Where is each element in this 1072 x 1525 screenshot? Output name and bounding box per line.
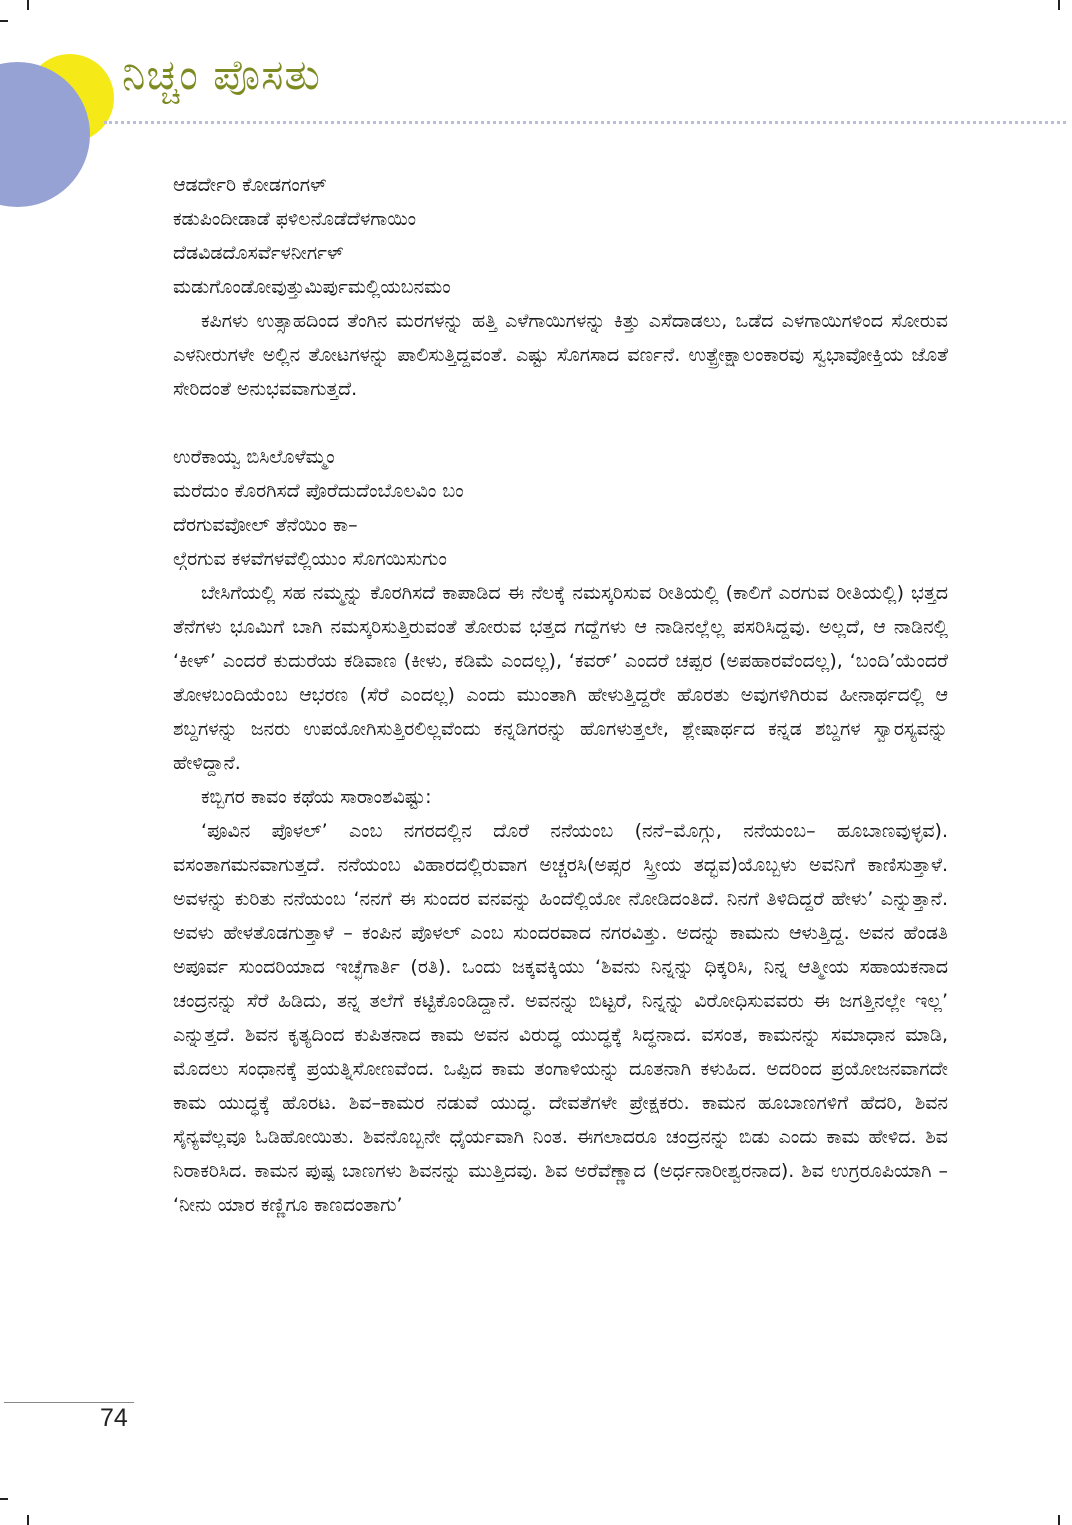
body-content (173, 168, 948, 1222)
poem-stanza-2 (173, 440, 948, 576)
page-number: 74 (100, 1404, 128, 1432)
stanza-gap (173, 406, 948, 440)
crop-mark (27, 0, 29, 10)
crop-mark (27, 1515, 29, 1525)
paragraph: ಬೇಸಿಗೆಯಲ್ಲಿ ಸಹ ನಮ್ಮನ್ನು ಕೊರಗಿಸದೆ ಕಾಪಾಡಿದ ಈ ನೆಲಕ್ಕೆ ನಮಸ್ಕರಿಸುವ ರೀತಿಯಲ್ಲಿ (ಕಾಲಿಗೆ ಎರಗುವ ರೀತಿಯಲ್ಲಿ) ಭತ್ತದ ತೆನೆಗಳು ಭೂಮಿಗೆ ಬಾಗಿ ನಮಸ್ಕರಿಸುತ್ತಿರುವಂತೆ ತೋರುವ ಭತ್ತದ ಗದ್ದೆಗಳು ಆ ನಾಡಿನಲ್ಲೆಲ್ಲ ಪಸರಿಸಿದ್ದವು. ಅಲ್ಲದೆ, ಆ ನಾಡಿನಲ್ಲಿ ‘ಕೀಳ್’ ಎಂದರೆ ಕುದುರೆಯ ಕಡಿವಾಣ (ಕೀಳು, ಕಡಿಮೆ ಎಂದಲ್ಲ), ‘ಕವರ್’ ಎಂದರೆ ಚಪ್ಪರ (ಅಪಹಾರವೆಂದಲ್ಲ), ‘ಬಂದಿ’ಯೆಂದರೆ ತೋಳಬಂದಿಯೆಂಬ ಆಭರಣ (ಸೆರೆ ಎಂದಲ್ಲ) ಎಂದು ಮುಂತಾಗಿ ಹೇಳುತ್ತಿದ್ದರೇ ಹೊರತು ಅವುಗಳಿಗಿರುವ ಹೀನಾರ್ಥದಲ್ಲಿ ಆ ಶಬ್ದಗಳನ್ನು ಜನರು ಉಪಯೋಗಿಸುತ್ತಿರಲಿಲ್ಲವೆಂದು ಕನ್ನಡಿಗರನ್ನು ಹೊಗಳುತ್ತಲೇ, ಶ್ಲೇಷಾರ್ಥದ ಕನ್ನಡ ಶಬ್ದಗಳ ಸ್ವಾರಸ್ಯವನ್ನು ಹೇಳಿದ್ದಾನೆ. (173, 582, 948, 774)
poem-line: ಕಡುಪಿಂದೀಡಾಡೆ ಫಳಿಲನೊಡೆದೆಳಗಾಯಿಂ (173, 208, 417, 230)
paragraph: ‘ಪೂವಿನ ಪೊಳಲ್’ ಎಂಬ ನಗರದಲ್ಲಿನ ದೊರೆ ನನೆಯಂಬ (ನನೆ–ಮೊಗ್ಗು, ನನೆಯಂಬ– ಹೂಬಾಣವುಳ್ಳವ). ವಸಂತಾಗಮನವಾಗುತ್ತದೆ. ನನೆಯಂಬ ವಿಹಾರದಲ್ಲಿರುವಾಗ ಅಚ್ಚರಸಿ(ಅಪ್ಸರ ಸ್ತ್ರೀಯ ತದ್ಭವ)ಯೊಬ್ಬಳು ಅವನಿಗೆ ಕಾಣಿಸುತ್ತಾಳೆ. ಅವಳನ್ನು ಕುರಿತು ನನೆಯಂಬ ‘ನನಗೆ ಈ ಸುಂದರ ವನವನ್ನು ಹಿಂದೆಲ್ಲಿಯೋ ನೋಡಿದಂತಿದೆ. ನಿನಗೆ ತಿಳಿದಿದ್ದರೆ ಹೇಳು’ ಎನ್ನುತ್ತಾನೆ. ಅವಳು ಹೇಳತೊಡಗುತ್ತಾಳೆ – ಕಂಪಿನ ಪೊಳಲ್ ಎಂಬ ಸುಂದರವಾದ ನಗರವಿತ್ತು. ಅದನ್ನು ಕಾಮನು ಆಳುತ್ತಿದ್ದ. ಅವನ ಹೆಂಡತಿ ಅಪೂರ್ವ ಸುಂದರಿಯಾದ ಇಚ್ಛೆಗಾರ್ತಿ (ರತಿ). ಒಂದು ಜಕ್ಕವಕ್ಕಿಯು ‘ಶಿವನು ನಿನ್ನನ್ನು ಧಿಕ್ಕರಿಸಿ, ನಿನ್ನ ಆತ್ಮೀಯ ಸಹಾಯಕನಾದ ಚಂದ್ರನನ್ನು ಸೆರೆ ಹಿಡಿದು, ತನ್ನ ತಲೆಗೆ ಕಟ್ಟಿಕೊಂಡಿದ್ದಾನೆ. ಅವನನ್ನು ಬಿಟ್ಟರೆ, ನಿನ್ನನ್ನು ವಿರೋಧಿಸುವವರು ಈ ಜಗತ್ತಿನಲ್ಲೇ ಇಲ್ಲ’ ಎನ್ನುತ್ತದೆ. ಶಿವನ ಕೃತ್ಯದಿಂದ ಕುಪಿತನಾದ ಕಾಮ ಅವನ ವಿರುದ್ಧ ಯುದ್ಧಕ್ಕೆ ಸಿದ್ಧನಾದ. ವಸಂತ, ಕಾಮನನ್ನು ಸಮಾಧಾನ ಮಾಡಿ, ಮೊದಲು ಸಂಧಾನಕ್ಕೆ ಪ್ರಯತ್ನಿಸೋಣವೆಂದ. ಒಪ್ಪಿದ ಕಾಮ ತಂಗಾಳಿಯನ್ನು ದೂತನಾಗಿ ಕಳುಹಿದ. ಅದರಿಂದ ಪ್ರಯೋಜನವಾಗದೇ ಕಾಮ ಯುದ್ಧಕ್ಕೆ ಹೊರಟ. ಶಿವ–ಕಾಮರ ನಡುವೆ ಯುದ್ಧ. ದೇವತೆಗಳೇ ಪ್ರೇಕ್ಷಕರು. ಕಾಮನ ಹೂಬಾಣಗಳಿಗೆ ಹೆದರಿ, ಶಿವನ ಸೈನ್ಯವೆಲ್ಲವೂ ಓಡಿಹೋಯಿತು. ಶಿವನೊಬ್ಬನೇ ಧೈರ್ಯವಾಗಿ ನಿಂತ. ಈಗಲಾದರೂ ಚಂದ್ರನನ್ನು ಬಿಡು ಎಂದು ಕಾಮ ಹೇಳಿದ. ಶಿವ ನಿರಾಕರಿಸಿದ. ಕಾಮನ ಪುಷ್ಪ ಬಾಣಗಳು ಶಿವನನ್ನು ಮುತ್ತಿದವು. ಶಿವ ಅರೆವೆಣ್ಣಾದ (ಅರ್ಧನಾರೀಶ್ವರನಾದ). ಶಿವ ಉಗ್ರರೂಪಿಯಾಗಿ – ‘ನೀನು ಯಾರ ಕಣ್ಣಿಗೂ ಕಾಣದಂತಾಗು’ (173, 820, 948, 1216)
poem-line: ದೆರಗುವವೋಲ್ ತೆನೆಯಿಂ ಕಾ– (173, 514, 358, 536)
poem-line: ದೆಡವಿಡದೊಸರ್ವೆಳನೀರ್ಗಳ್ (173, 242, 344, 264)
paragraph: ಕಪಿಗಳು ಉತ್ಸಾಹದಿಂದ ತೆಂಗಿನ ಮರಗಳನ್ನು ಹತ್ತಿ ಎಳೆಗಾಯಿಗಳನ್ನು ಕಿತ್ತು ಎಸೆದಾಡಲು, ಒಡೆದ ಎಳಗಾಯಿಗಳಿಂದ ಸೋರುವ ಎಳನೀರುಗಳೇ ಅಲ್ಲಿನ ತೋಟಗಳನ್ನು ಪಾಲಿಸುತ್ತಿದ್ದವಂತೆ. ಎಷ್ಟು ಸೊಗಸಾದ ವರ್ಣನೆ. ಉತ್ಪ್ರೇಕ್ಷಾಲಂಕಾರವು ಸ್ವಭಾವೋಕ್ತಿಯ ಜೊತೆ ಸೇರಿದಂತೆ ಅನುಭವವಾಗುತ್ತದೆ. (173, 310, 948, 400)
paragraph: ಕಬ್ಬಿಗರ ಕಾವಂ ಕಥೆಯ ಸಾರಾಂಶವಿಷ್ಟು: (201, 786, 432, 808)
footer-rule (4, 1402, 134, 1403)
crop-mark (1058, 1515, 1060, 1525)
page-title: ನಿಚ್ಚಂ ಪೊಸತು (122, 50, 321, 99)
poem-line: ಉರೆಕಾಯ್ವ ಬಿಸಿಲೊಳೆಮ್ಮಂ (173, 446, 335, 468)
poem-line: ಮಡುಗೊಂಡೋವುತ್ತುಮಿರ್ಪುಮಲ್ಲಿಯಬನಮಂ (173, 276, 451, 298)
poem-line: ಲ್ಗೆರಗುವ ಕಳವೆಗಳವೆಲ್ಲಿಯುಂ ಸೊಗಯಿಸುಗುಂ (173, 548, 447, 570)
crop-mark (0, 20, 8, 22)
crop-mark (1058, 0, 1060, 10)
poem-stanza-1 (173, 168, 948, 304)
title-dotted-rule (104, 121, 1066, 124)
crop-mark (0, 1498, 8, 1500)
poem-line: ಮರೆದುಂ ಕೊರಗಿಸದೆ ಪೊರೆದುದೆಂಬೊಲವಿಂ ಬಂ (173, 480, 464, 502)
poem-line: ಆಡರ್ದೇರಿ ಕೋಡಗಂಗಳ್ (173, 174, 327, 196)
